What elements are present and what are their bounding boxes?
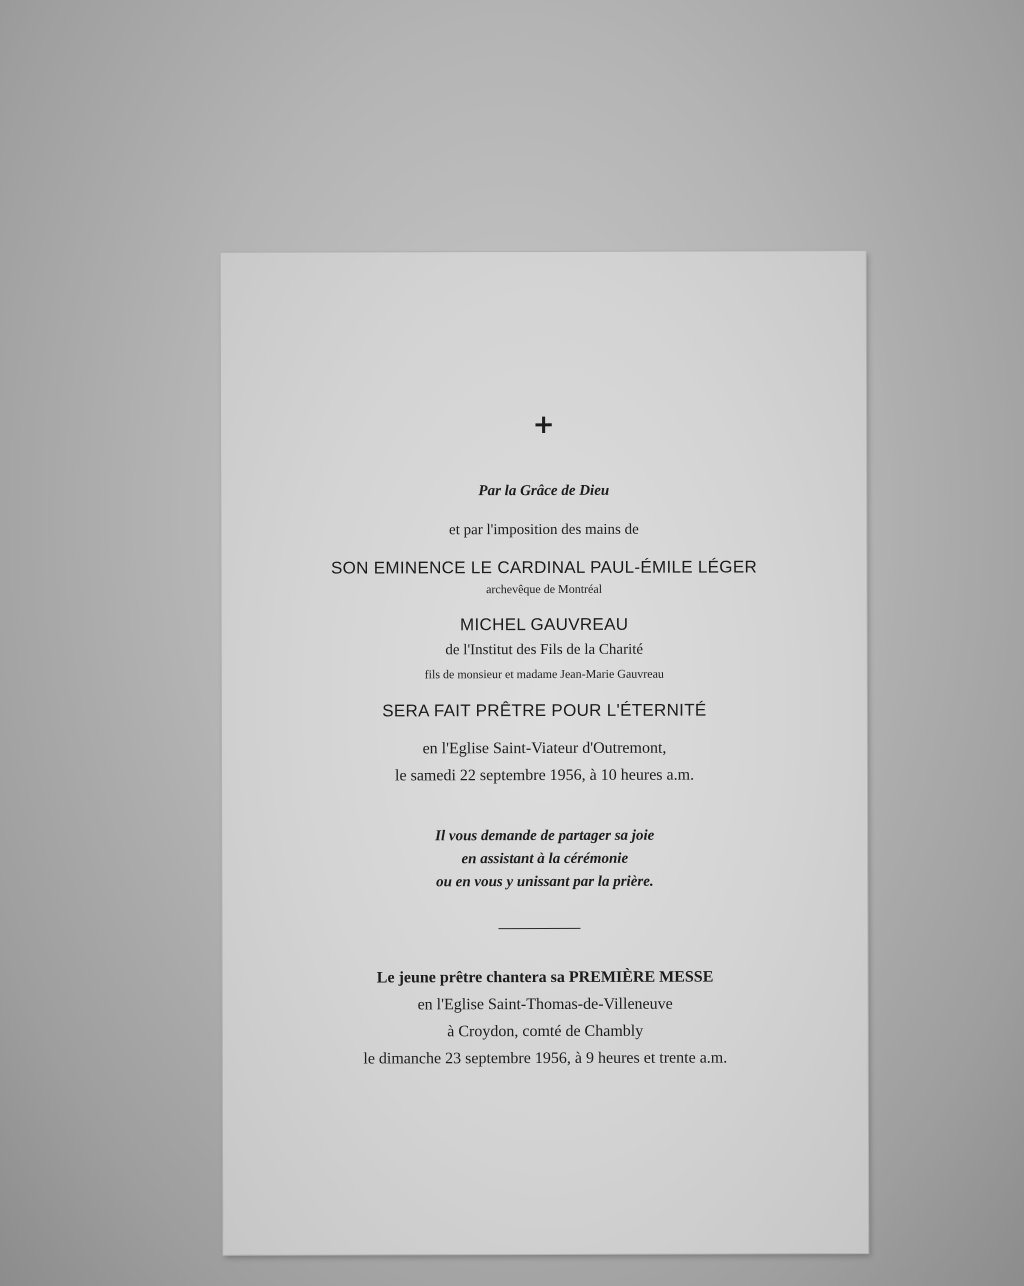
archbishop-title: archevêque de Montréal [486,581,603,597]
first-mass-line-2: en l'Eglise Saint-Thomas-de-Villeneuve [417,995,673,1014]
invite-line-1: Il vous demande de partager sa joie [435,827,655,845]
parents-line: fils de monsieur et madame Jean-Marie Gauvreau [424,666,664,682]
first-mass-line-1: Le jeune prêtre chantera sa PREMIÈRE MESSE [376,968,714,987]
ordination-statement: SERA FAIT PRÊTRE POUR L'ÉTERNITÉ [382,700,707,721]
invite-line-2: en assistant à la cérémonie [461,850,629,868]
grace-line: Par la Grâce de Dieu [478,482,610,500]
invite-line-3: ou en vous y unissant par la prière. [436,873,654,891]
cardinal-name: SON EMINENCE LE CARDINAL PAUL-ÉMILE LÉGER [330,557,758,578]
ordination-card [221,251,869,1255]
cross-icon: + [532,409,555,441]
first-mass-line-4: le dimanche 23 septembre 1956, à 9 heures et trente a.m. [363,1049,728,1068]
divider-rule [498,928,580,929]
first-mass-line-3: à Croydon, comté de Chambly [447,1022,644,1041]
ordinand-name: MICHEL GAUVREAU [460,614,629,635]
church-line: en l'Eglise Saint-Viateur d'Outremont, [422,739,667,758]
imposition-line: et par l'imposition des mains de [449,521,639,539]
date-line: le samedi 22 septembre 1956, à 10 heures a.m. [395,766,695,785]
institute-line: de l'Institut des Fils de la Charité [445,641,644,659]
